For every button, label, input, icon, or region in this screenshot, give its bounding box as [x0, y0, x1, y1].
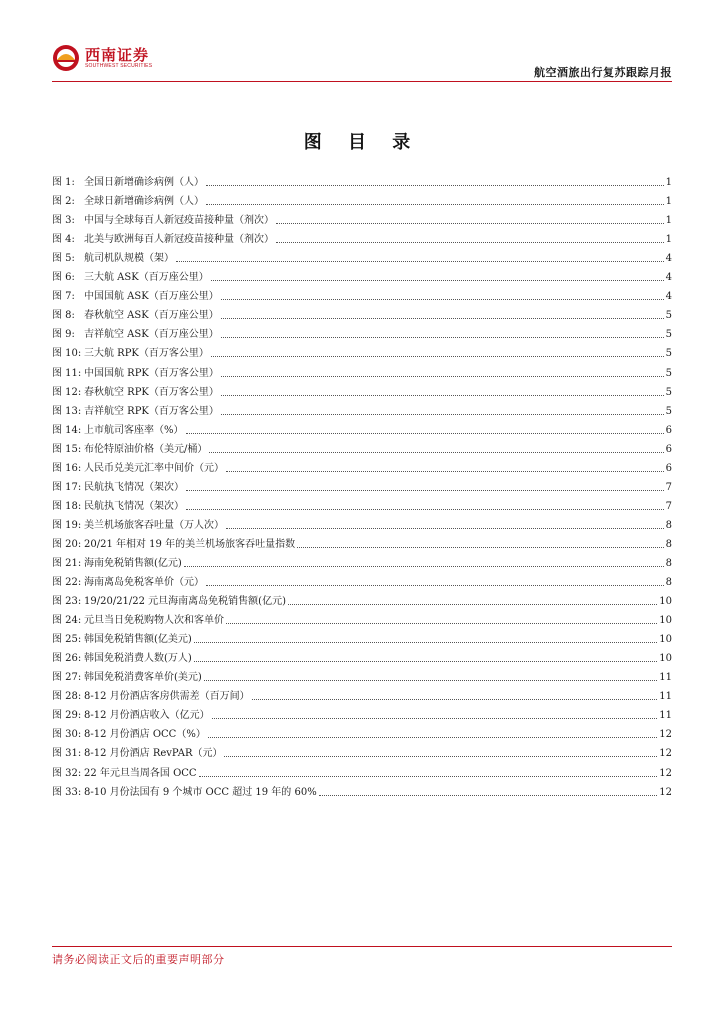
- toc-leader-dots: [176, 261, 664, 262]
- toc-figure-number: 图 28:: [52, 691, 82, 703]
- toc-figure-title: 8-12 月份酒店 OCC（%）: [84, 729, 206, 741]
- report-title: 航空酒旅出行复苏跟踪月报: [534, 66, 672, 79]
- toc-figure-title: 20/21 年相对 19 年的美兰机场旅客吞吐量指数: [84, 538, 296, 550]
- toc-entry-label: [52, 233, 274, 246]
- toc-figure-title: 元旦当日免税购物人次和客单价: [84, 615, 224, 627]
- toc-entry-label: [52, 500, 184, 513]
- toc-figure-number: 图 32:: [52, 767, 82, 779]
- page-header: [0, 0, 724, 90]
- toc-figure-number: 图 29:: [52, 710, 82, 722]
- toc-leader-dots: [194, 642, 657, 643]
- toc-figure-title: 海南离岛免税客单价（元）: [84, 577, 204, 589]
- toc-entry-label: [52, 709, 210, 722]
- toc-page-number: 11: [659, 710, 672, 722]
- toc-leader-dots: [194, 661, 657, 662]
- toc-page-number: 12: [659, 786, 672, 798]
- toc-entry-label: [52, 405, 219, 418]
- toc-figure-number: 图 4:: [52, 234, 75, 246]
- toc-figure-number: 图 30:: [52, 729, 82, 741]
- toc-entry[interactable]: [52, 665, 672, 684]
- toc-figure-number: 图 15:: [52, 443, 82, 455]
- logo-chinese-name: 西南证券: [85, 45, 150, 64]
- toc-figure-number: 图 11:: [52, 367, 82, 379]
- toc-page-number: 12: [659, 748, 672, 760]
- toc-figure-number: 图 7:: [52, 291, 75, 303]
- toc-figure-title: 民航执飞情况（架次）: [84, 481, 184, 493]
- toc-figure-title: 春秋航空 ASK（百万座公里）: [84, 310, 219, 322]
- toc-figure-number: 图 21:: [52, 557, 82, 569]
- toc-entry-label: [52, 633, 192, 646]
- toc-entry-label: [52, 367, 219, 380]
- toc-entry-label: [52, 386, 219, 399]
- toc-leader-dots: [319, 795, 658, 796]
- figure-table-of-contents: [52, 170, 672, 799]
- toc-entry[interactable]: [52, 437, 672, 456]
- toc-figure-number: 图 6:: [52, 272, 75, 284]
- toc-leader-dots: [211, 356, 664, 357]
- toc-entry-label: [52, 786, 317, 799]
- company-logo: [52, 44, 152, 72]
- toc-page-number: 8: [665, 538, 672, 550]
- toc-figure-number: 图 18:: [52, 500, 82, 512]
- toc-page-number: 5: [665, 405, 672, 417]
- toc-leader-dots: [206, 204, 664, 205]
- toc-leader-dots: [208, 737, 657, 738]
- toc-leader-dots: [297, 547, 664, 548]
- toc-page-number: 5: [665, 329, 672, 341]
- toc-entry[interactable]: [52, 475, 672, 494]
- toc-figure-title: 美兰机场旅客吞吐量（万人次）: [84, 519, 224, 531]
- toc-figure-title: 8-12 月份酒店客房供需差（百万间）: [84, 691, 250, 703]
- toc-entry[interactable]: [52, 246, 672, 265]
- toc-page-number: 4: [665, 253, 672, 265]
- toc-leader-dots: [212, 718, 658, 719]
- toc-entry-label: [52, 652, 192, 665]
- toc-figure-number: 图 13:: [52, 405, 82, 417]
- toc-page-number: 5: [665, 348, 672, 360]
- toc-figure-title: 上市航司客座率（%）: [84, 424, 184, 436]
- toc-page-number: 10: [659, 653, 672, 665]
- toc-figure-number: 图 5:: [52, 253, 75, 265]
- toc-figure-number: 图 27:: [52, 672, 82, 684]
- toc-entry-label: [52, 728, 206, 741]
- toc-leader-dots: [221, 299, 664, 300]
- toc-leader-dots: [288, 604, 657, 605]
- toc-figure-title: 春秋航空 RPK（百万客公里）: [84, 386, 219, 398]
- toc-page-number: 12: [659, 767, 672, 779]
- toc-figure-title: 韩国免税销售额(亿美元): [84, 634, 192, 646]
- toc-figure-number: 图 25:: [52, 634, 82, 646]
- toc-entry-label: [52, 538, 295, 551]
- toc-figure-number: 图 17:: [52, 481, 82, 493]
- toc-entry[interactable]: [52, 380, 672, 399]
- toc-figure-number: 图 1:: [52, 177, 75, 189]
- toc-figure-title: 北美与欧洲每百人新冠疫苗接种量（剂次）: [84, 234, 274, 246]
- toc-figure-title: 全球日新增确诊病例（人）: [84, 196, 204, 208]
- toc-entry[interactable]: [52, 265, 672, 284]
- toc-leader-dots: [206, 585, 664, 586]
- toc-page-number: 10: [659, 596, 672, 608]
- toc-entry[interactable]: [52, 208, 672, 227]
- toc-leader-dots: [221, 337, 664, 338]
- toc-page-number: 10: [659, 634, 672, 646]
- toc-figure-title: 航司机队规模（架）: [84, 253, 174, 265]
- toc-entry[interactable]: [52, 494, 672, 513]
- toc-leader-dots: [252, 699, 658, 700]
- toc-page-number: 8: [665, 577, 672, 589]
- toc-entry[interactable]: [52, 170, 672, 189]
- toc-figure-number: 图 22:: [52, 577, 82, 589]
- toc-figure-number: 图 24:: [52, 615, 82, 627]
- toc-entry-label: [52, 214, 274, 227]
- toc-figure-title: 吉祥航空 ASK（百万座公里）: [84, 329, 219, 341]
- toc-entry-label: [52, 671, 202, 684]
- toc-entry-label: [52, 747, 222, 760]
- toc-figure-title: 8-12 月份酒店收入（亿元）: [84, 710, 210, 722]
- header-divider: [52, 81, 672, 82]
- toc-figure-title: 韩国免税消费客单价(美元): [84, 672, 202, 684]
- toc-entry-label: [52, 347, 209, 360]
- toc-figure-title: 19/20/21/22 元旦海南离岛免税销售额(亿元): [84, 596, 286, 608]
- toc-entry[interactable]: [52, 456, 672, 475]
- toc-figure-title: 8-12 月份酒店 RevPAR（元）: [84, 748, 223, 760]
- toc-page-number: 1: [665, 215, 672, 227]
- toc-entry-label: [52, 690, 250, 703]
- toc-entry[interactable]: [52, 532, 672, 551]
- toc-page-number: 6: [665, 462, 672, 474]
- toc-leader-dots: [186, 433, 664, 434]
- toc-entry-label: [52, 595, 286, 608]
- toc-leader-dots: [186, 490, 664, 491]
- toc-page-number: 6: [665, 443, 672, 455]
- toc-leader-dots: [226, 471, 664, 472]
- toc-entry[interactable]: [52, 341, 672, 360]
- toc-figure-number: 图 8:: [52, 310, 75, 322]
- toc-figure-number: 图 23:: [52, 596, 82, 608]
- toc-leader-dots: [221, 395, 664, 396]
- footer-divider: [52, 946, 672, 947]
- toc-page-number: 7: [665, 481, 672, 493]
- toc-entry-label: [52, 614, 224, 627]
- toc-leader-dots: [221, 318, 664, 319]
- toc-entry-label: [52, 309, 219, 322]
- toc-entry[interactable]: [52, 646, 672, 665]
- toc-leader-dots: [276, 242, 664, 243]
- toc-figure-title: 海南免税销售额(亿元): [84, 557, 182, 569]
- toc-page-number: 4: [665, 291, 672, 303]
- toc-entry[interactable]: [52, 608, 672, 627]
- toc-figure-title: 8-10 月份法国有 9 个城市 OCC 超过 19 年的 60%: [84, 786, 317, 798]
- toc-entry[interactable]: [52, 589, 672, 608]
- toc-page-number: 10: [659, 615, 672, 627]
- toc-entry[interactable]: [52, 227, 672, 246]
- toc-entry[interactable]: [52, 627, 672, 646]
- toc-figure-title: 中国国航 RPK（百万客公里）: [84, 367, 219, 379]
- toc-entry-label: [52, 176, 204, 189]
- logo-english-name: SOUTHWEST SECURITIES: [85, 62, 153, 69]
- toc-page-number: 8: [665, 557, 672, 569]
- toc-entry-label: [52, 252, 174, 265]
- toc-entry-label: [52, 328, 219, 341]
- toc-page-number: 6: [665, 424, 672, 436]
- toc-entry-label: [52, 424, 184, 437]
- toc-heading: 图 目 录: [303, 132, 421, 153]
- toc-figure-number: 图 16:: [52, 462, 82, 474]
- toc-entry[interactable]: [52, 722, 672, 741]
- toc-entry-label: [52, 290, 219, 303]
- toc-page-number: 8: [665, 519, 672, 531]
- toc-entry[interactable]: [52, 513, 672, 532]
- toc-figure-title: 吉祥航空 RPK（百万客公里）: [84, 405, 219, 417]
- toc-leader-dots: [221, 376, 664, 377]
- toc-leader-dots: [211, 280, 664, 281]
- toc-figure-title: 中国国航 ASK（百万座公里）: [84, 291, 219, 303]
- toc-figure-number: 图 33:: [52, 786, 82, 798]
- toc-figure-number: 图 12:: [52, 386, 82, 398]
- toc-page-number: 1: [665, 234, 672, 246]
- toc-entry-label: [52, 481, 184, 494]
- toc-entry[interactable]: [52, 570, 672, 589]
- toc-entry-label: [52, 519, 224, 532]
- toc-entry[interactable]: [52, 189, 672, 208]
- toc-entry-label: [52, 195, 204, 208]
- toc-entry[interactable]: [52, 399, 672, 418]
- toc-leader-dots: [199, 776, 658, 777]
- toc-entry[interactable]: [52, 322, 672, 341]
- toc-leader-dots: [221, 414, 664, 415]
- toc-leader-dots: [204, 680, 657, 681]
- toc-page-number: 7: [665, 500, 672, 512]
- toc-page-number: 5: [665, 367, 672, 379]
- toc-page-number: 1: [665, 196, 672, 208]
- toc-figure-number: 图 3:: [52, 215, 75, 227]
- toc-figure-number: 图 20:: [52, 538, 82, 550]
- toc-entry-label: [52, 462, 224, 475]
- toc-entry[interactable]: [52, 684, 672, 703]
- toc-entry-label: [52, 443, 207, 456]
- toc-entry[interactable]: [52, 741, 672, 760]
- toc-figure-number: 图 2:: [52, 196, 75, 208]
- toc-leader-dots: [184, 566, 664, 567]
- toc-figure-title: 全国日新增确诊病例（人）: [84, 177, 204, 189]
- toc-entry[interactable]: [52, 360, 672, 379]
- toc-leader-dots: [226, 528, 664, 529]
- toc-leader-dots: [276, 223, 664, 224]
- toc-entry[interactable]: [52, 551, 672, 570]
- toc-figure-number: 图 10:: [52, 348, 82, 360]
- toc-figure-number: 图 26:: [52, 653, 82, 665]
- logo-emblem-icon: [52, 44, 80, 72]
- toc-figure-number: 图 9:: [52, 329, 75, 341]
- toc-figure-number: 图 31:: [52, 748, 82, 760]
- toc-figure-title: 布伦特原油价格（美元/桶）: [84, 443, 208, 455]
- toc-entry[interactable]: [52, 760, 672, 779]
- toc-figure-title: 三大航 ASK（百万座公里）: [84, 272, 209, 284]
- toc-figure-title: 韩国免税消费人数(万人): [84, 653, 192, 665]
- toc-figure-title: 22 年元旦当周各国 OCC: [84, 767, 197, 779]
- toc-figure-title: 中国与全球每百人新冠疫苗接种量（剂次）: [84, 215, 274, 227]
- toc-figure-title: 民航执飞情况（架次）: [84, 500, 184, 512]
- toc-figure-number: 图 19:: [52, 519, 82, 531]
- toc-leader-dots: [186, 509, 664, 510]
- toc-entry-label: [52, 576, 204, 589]
- toc-figure-title: 人民币兑美元汇率中间价（元）: [84, 462, 224, 474]
- toc-entry[interactable]: [52, 303, 672, 322]
- footer-disclaimer: 请务必阅读正文后的重要声明部分: [52, 953, 225, 966]
- toc-leader-dots: [226, 623, 657, 624]
- toc-entry[interactable]: [52, 284, 672, 303]
- toc-leader-dots: [224, 756, 657, 757]
- toc-entry[interactable]: [52, 703, 672, 722]
- toc-entry-label: [52, 271, 209, 284]
- toc-entry[interactable]: [52, 780, 672, 799]
- toc-leader-dots: [209, 452, 663, 453]
- toc-leader-dots: [206, 185, 664, 186]
- toc-page-number: 11: [659, 691, 672, 703]
- toc-page-number: 4: [665, 272, 672, 284]
- toc-entry[interactable]: [52, 418, 672, 437]
- toc-page-number: 1: [665, 177, 672, 189]
- toc-figure-title: 三大航 RPK（百万客公里）: [84, 348, 209, 360]
- toc-figure-number: 图 14:: [52, 424, 82, 436]
- toc-page-number: 12: [659, 729, 672, 741]
- toc-entry-label: [52, 767, 197, 780]
- toc-page-number: 5: [665, 386, 672, 398]
- toc-page-number: 5: [665, 310, 672, 322]
- toc-page-number: 11: [659, 672, 672, 684]
- toc-entry-label: [52, 557, 182, 570]
